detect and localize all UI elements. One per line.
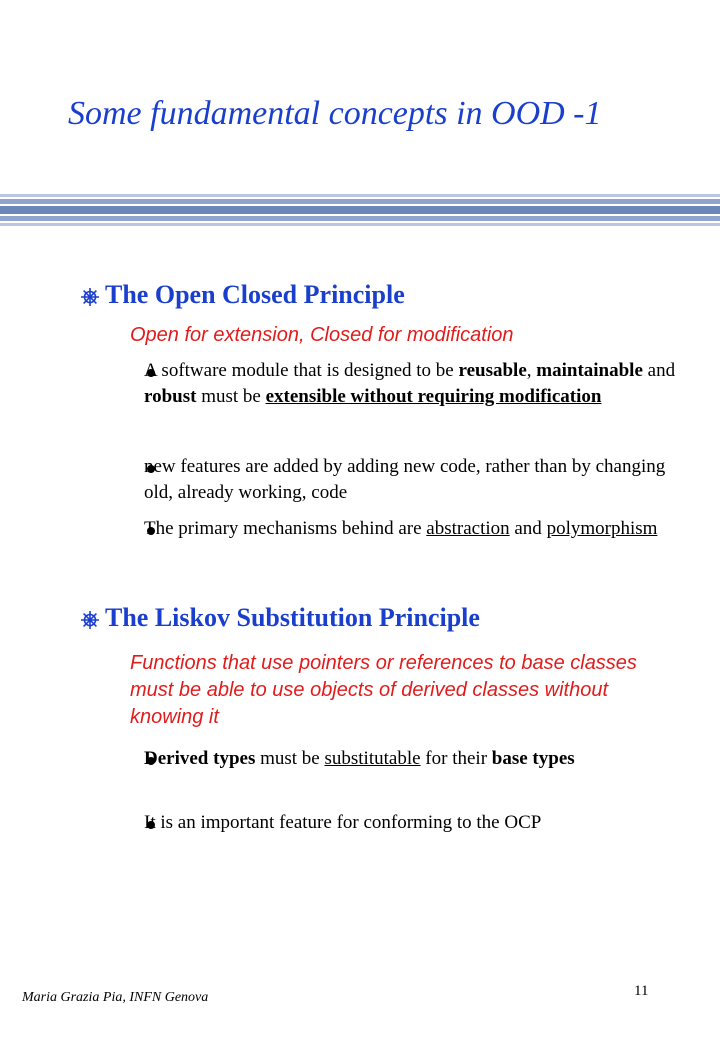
emphasis-derived-types: Derived types [144,748,256,769]
list-item [144,454,684,506]
text-span: The primary mechanisms behind are [144,518,427,539]
text-span: and [642,360,676,381]
section-subtitle: Open for extension, Closed for modification [130,324,514,346]
emphasis-base-types: base types [491,748,575,769]
section-heading [80,280,405,310]
slide-title: Some fundamental concepts in OOD -1 [68,95,602,132]
list-item [144,746,644,772]
text-span: must be [255,748,325,769]
list-item [144,358,684,410]
rule-line [0,206,720,214]
underlined-abstraction: abstraction [426,518,510,539]
section-heading-text: The Liskov Substitution Principle [105,603,480,632]
rule-line [0,216,720,221]
rule-line [0,223,720,226]
page-number: 11 [634,983,649,999]
text-span: It is an important feature for conforming to the OCP [144,812,542,833]
underlined-polymorphism: polymorphism [546,518,658,539]
emphasis-extensible: extensible without requiring modification [265,386,602,407]
text-span: , [526,360,537,381]
text-span: A software module that is designed to be [144,360,459,381]
emphasis-reusable: reusable [458,360,527,381]
section-heading-text: The Open Closed Principle [105,280,405,309]
footer-author: Maria Grazia Pia, INFN Genova [22,990,209,1005]
list-item [144,810,684,836]
emphasis-maintainable: maintainable [536,360,643,381]
section-subtitle: Functions that use pointers or references to base classes must be able to use objects of derived classes without knowing it [130,652,637,728]
underlined-substitutable: substitutable [324,748,421,769]
emphasis-robust: robust [144,386,197,407]
text-span: and [509,518,547,539]
text-span: new features are added by adding new code, rather than by changing old, already working, code [144,456,666,503]
list-item [144,516,684,542]
text-span: for their [420,748,492,769]
rule-line [0,199,720,204]
text-span: must be [196,386,266,407]
rule-line [0,194,720,197]
section-heading [80,603,480,633]
